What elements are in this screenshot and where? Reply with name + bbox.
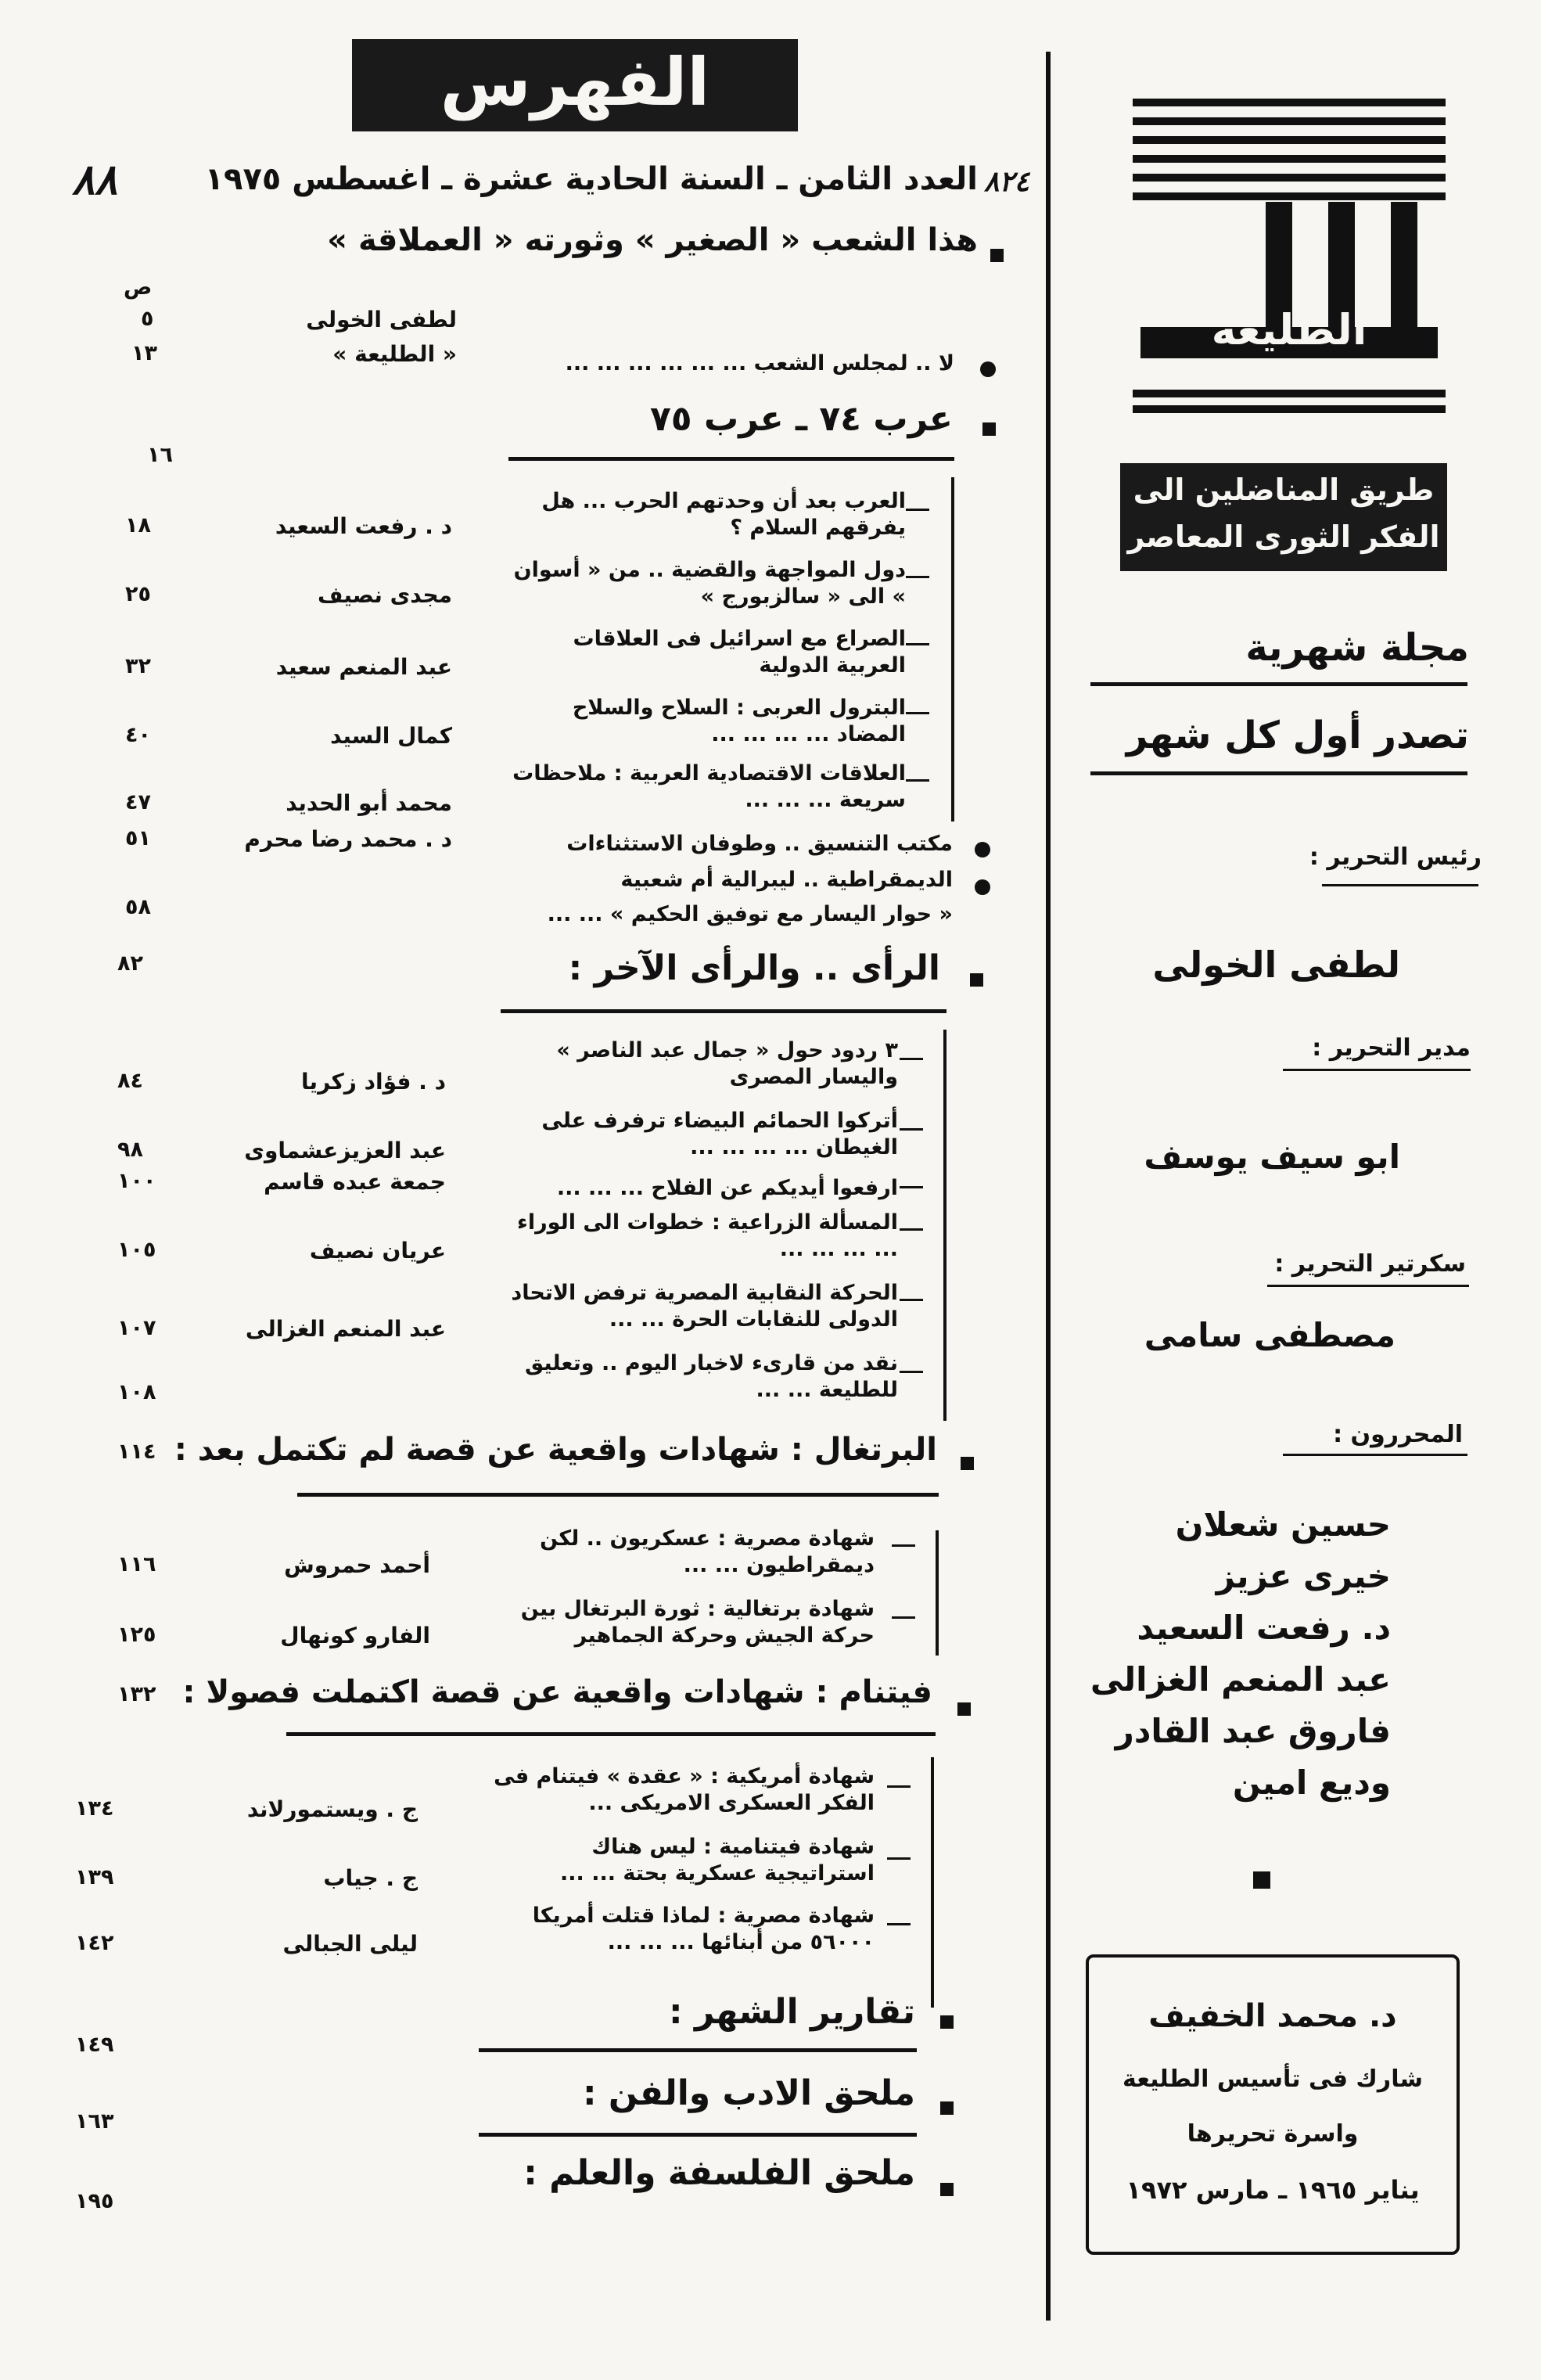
- section-page-vietnam: ١٣٢: [117, 1682, 156, 1706]
- editor-name: د. رفعت السعيد: [1137, 1609, 1391, 1647]
- page-label: ص: [124, 275, 153, 300]
- section-title-reports: تقارير الشهر :: [669, 1992, 915, 2032]
- underline: [501, 1009, 947, 1013]
- toc-author: أحمد حمروش: [284, 1552, 430, 1578]
- toc-item: ٣ ردود حول « جمال عبد الناصر » واليسار المصرى: [556, 1038, 898, 1089]
- toc-author: الفارو كونهال: [280, 1623, 430, 1648]
- lead-author-1: لطفى الخولى: [306, 307, 457, 333]
- toc-item: الديمقراطية .. ليبرالية أم شعبية: [620, 868, 953, 892]
- toc-author: عريان نصيف: [309, 1238, 446, 1264]
- section-title-philosophy: ملحق الفلسفة والعلم :: [523, 2153, 915, 2193]
- editor-name: خيرى عزيز: [1216, 1557, 1391, 1595]
- toc-item: شهادة أمريكية : « عقدة » فيتنام فى الفكر العسكرى الامريكى ...: [494, 1764, 875, 1815]
- toc-author: محمد أبو الحديد: [286, 790, 452, 816]
- bullet-square-icon: [940, 2015, 954, 2029]
- item-dash: [906, 576, 929, 578]
- toc-item: شهادة برتغالية : ثورة البرتغال بين حركة الجيش وحركة الجماهير: [520, 1597, 875, 1648]
- item-dash: [900, 1371, 923, 1373]
- editor-name: عبد المنعم الغزالى: [1090, 1660, 1391, 1699]
- bullet-dot-icon: [980, 361, 996, 377]
- item-dash: [900, 1128, 923, 1131]
- underline: [297, 1493, 939, 1497]
- bullet-dot-icon: [975, 842, 990, 857]
- secretary-name: مصطفى سامى: [1144, 1316, 1396, 1354]
- bullet-square-icon: [940, 2183, 954, 2196]
- tribute-line-2: واسرة تحريرها: [1187, 2120, 1359, 2148]
- section-page-philosophy: ١٩٥: [75, 2189, 114, 2213]
- editor-name: وديع امين: [1232, 1763, 1391, 1802]
- chief-editor-name: لطفى الخولى: [1152, 944, 1400, 986]
- toc-page: ٤٧: [125, 790, 151, 814]
- underline: [479, 2048, 917, 2052]
- masthead-logo: [1133, 92, 1446, 421]
- section-page-opinion: ٨٢: [117, 951, 143, 976]
- bullet-square-icon: [957, 1702, 971, 1716]
- toc-page: ١٤٢: [75, 1931, 114, 1955]
- bullet-square-icon: [970, 973, 983, 987]
- tagline-line-1: طريق المناضلين الى: [1133, 473, 1435, 507]
- section-title-literature: ملحق الادب والفن :: [583, 2073, 915, 2113]
- toc-item: نقد من قارىء لاخبار اليوم .. وتعليق للطليعة ... ...: [525, 1351, 898, 1402]
- toc-author: ليلى الجبالى: [282, 1931, 418, 1957]
- toc-page: ٩٨: [117, 1138, 143, 1162]
- toc-item: « حوار اليسار مع توفيق الحكيم » ... ...: [547, 902, 953, 926]
- toc-page: ١٨: [125, 513, 151, 537]
- toc-author: كمال السيد: [330, 723, 452, 749]
- toc-item: العلاقات الاقتصادية العربية : ملاحظات سريعة ... ... ...: [512, 761, 906, 812]
- toc-page: ١٠٧: [117, 1316, 156, 1340]
- bullet-square-icon: [990, 249, 1004, 262]
- section-title-arabs: عرب ٧٤ ـ عرب ٧٥: [649, 399, 953, 439]
- secretary-label: سكرتير التحرير :: [1274, 1250, 1466, 1278]
- masthead-desc-1: مجلة شهرية: [1245, 626, 1469, 670]
- toc-page: ٥٨: [125, 895, 151, 919]
- item-dash: [900, 1299, 923, 1301]
- issue-line: العدد الثامن ـ السنة الحادية عشرة ـ اغسطس ١٩٧٥: [204, 161, 978, 197]
- item-dash: [900, 1186, 923, 1188]
- toc-author: عبد المنعم سعيد: [275, 654, 452, 680]
- toc-item: شهادة مصرية : لماذا قتلت أمريكا ٥٦٠٠٠ من أبنائها ... ... ...: [532, 1904, 875, 1954]
- toc-author: د . محمد رضا محرم: [244, 826, 452, 852]
- bullet-dot-icon: [975, 879, 990, 895]
- item-dash: [892, 1544, 915, 1547]
- bracket-line: [943, 1030, 947, 1421]
- handwritten-page-number: ٨٨: [72, 155, 118, 204]
- section-page-portugal: ١١٤: [117, 1440, 156, 1464]
- toc-item: الصراع مع اسرائيل فى العلاقات العربية الدولية: [573, 627, 906, 678]
- divider: [1090, 771, 1467, 775]
- editor-name: حسين شعلان: [1175, 1505, 1391, 1544]
- toc-item: ارفعوا أيديكم عن الفلاح ... ... ...: [556, 1176, 898, 1200]
- lead-page-1: ٥: [141, 307, 154, 331]
- label-underline: [1322, 884, 1478, 886]
- toc-page: ٥١: [125, 826, 151, 850]
- section-page-reports: ١٤٩: [75, 2033, 114, 2057]
- toc-author: جمعة عبده قاسم: [264, 1169, 446, 1195]
- item-dash: [887, 1857, 911, 1860]
- toc-page: ١٠٥: [117, 1238, 156, 1262]
- toc-item: العرب بعد أن وحدتهم الحرب ... هل يفرقهم السلام ؟: [541, 489, 906, 540]
- section-title-vietnam: فيتنام : شهادات واقعية عن قصة اكتملت فصولا :: [182, 1674, 932, 1710]
- column-divider: [1046, 52, 1051, 2321]
- toc-item: شهادة فيتنامية : ليس هناك استراتيجية عسكرية بحتة ... ...: [560, 1835, 875, 1886]
- toc-page: ١٢٥: [117, 1623, 156, 1647]
- toc-item: المسألة الزراعية : خطوات الى الوراء ... ... ... ...: [517, 1210, 898, 1261]
- masthead-logo-text: الطليعة: [1211, 305, 1367, 354]
- toc-page: ٨٤: [117, 1069, 143, 1093]
- item-dash: [906, 509, 929, 511]
- bullet-square-icon: [961, 1457, 974, 1470]
- toc-page: ١٣٩: [75, 1865, 114, 1889]
- masthead-desc-2: تصدر أول كل شهر: [1126, 714, 1469, 757]
- bullet-square-icon: [940, 2101, 954, 2115]
- toc-author: ج . جياب: [323, 1865, 418, 1891]
- toc-item: البترول العربى : السلاح والسلاح المضاد ... ... ... ...: [572, 696, 906, 746]
- toc-item: الحركة النقابية المصرية ترفض الاتحاد الدولى للنقابات الحرة ... ...: [511, 1281, 898, 1332]
- toc-author: د . فؤاد زكريا: [301, 1069, 446, 1095]
- tribute-dates: يناير ١٩٦٥ ـ مارس ١٩٧٢: [1126, 2175, 1420, 2205]
- section-title-portugal: البرتغال : شهادات واقعية عن قصة لم تكتمل بعد :: [174, 1432, 937, 1468]
- toc-page: ١٣٤: [75, 1796, 114, 1821]
- item-dash: [900, 1228, 923, 1231]
- toc-page: ٣٢: [125, 654, 151, 678]
- bracket-line: [951, 477, 954, 821]
- label-underline: [1283, 1454, 1467, 1456]
- item-dash: [906, 779, 929, 782]
- bracket-line: [936, 1530, 939, 1656]
- toc-author: عبد العزيزعشماوى: [244, 1138, 446, 1163]
- toc-item: أتركوا الحمائم البيضاء ترفرف على الغيطان ... ... ... ...: [541, 1109, 898, 1159]
- underline: [286, 1732, 936, 1736]
- toc-page: ٢٥: [125, 582, 151, 606]
- item-dash: [900, 1058, 923, 1060]
- toc-page: ١٠٨: [117, 1380, 156, 1404]
- section-page-arabs: ١٦: [147, 443, 173, 467]
- divider: [1090, 682, 1467, 686]
- bullet-square-icon: [982, 422, 996, 436]
- section-title-opinion: الرأى .. والرأى الآخر :: [568, 948, 940, 988]
- managing-editor-label: مدير التحرير :: [1312, 1034, 1471, 1062]
- handwritten-annotation: ٨٢٤: [984, 166, 1030, 198]
- tagline-line-2: الفكر الثورى المعاصر: [1127, 520, 1440, 554]
- toc-author: عبد المنعم الغزالى: [245, 1316, 446, 1342]
- label-underline: [1283, 1069, 1471, 1071]
- item-dash: [887, 1923, 911, 1925]
- underline: [479, 2133, 917, 2137]
- item-dash: [906, 712, 929, 714]
- toc-page: ١٠٠: [117, 1169, 156, 1193]
- toc-item: شهادة مصرية : عسكريون .. لكن ديمقراطيون ... ...: [540, 1526, 875, 1577]
- bracket-line: [931, 1757, 934, 2008]
- lead-item-2: لا .. لمجلس الشعب ... ... ... ... ... ...: [565, 351, 954, 376]
- toc-author: ج . ويستمورلاند: [246, 1796, 418, 1822]
- editors-label: المحررون :: [1333, 1421, 1463, 1448]
- lead-heading: هذا الشعب « الصغير » وثورته « العملاقة »: [327, 222, 978, 258]
- editor-name: فاروق عبد القادر: [1115, 1712, 1391, 1750]
- toc-page: ١١٦: [117, 1552, 156, 1576]
- toc-item: مكتب التنسيق .. وطوفان الاستثناءات: [566, 832, 953, 856]
- label-underline: [1267, 1285, 1469, 1287]
- toc-author: مجدى نصيف: [318, 582, 452, 608]
- tribute-line-1: شارك فى تأسيس الطليعة: [1123, 2065, 1423, 2093]
- item-dash: [887, 1785, 911, 1788]
- item-dash: [892, 1616, 915, 1619]
- toc-author: د . رفعت السعيد: [275, 513, 452, 539]
- toc-item: دول المواجهة والقضية .. من « أسوان » الى « سالزبورج »: [513, 558, 906, 609]
- lead-author-2: « الطليعة »: [332, 341, 457, 367]
- section-end-icon: [1253, 1871, 1270, 1889]
- toc-page: ٤٠: [125, 723, 151, 747]
- item-dash: [906, 643, 929, 645]
- tribute-name: د. محمد الخفيف: [1148, 1998, 1397, 2034]
- lead-page-2: ١٣: [131, 341, 157, 365]
- managing-editor-name: ابو سيف يوسف: [1144, 1138, 1400, 1176]
- section-page-literature: ١٦٣: [75, 2109, 114, 2134]
- chief-editor-label: رئيس التحرير :: [1309, 843, 1482, 871]
- page-title: الفهرس: [440, 44, 710, 120]
- underline: [508, 457, 954, 461]
